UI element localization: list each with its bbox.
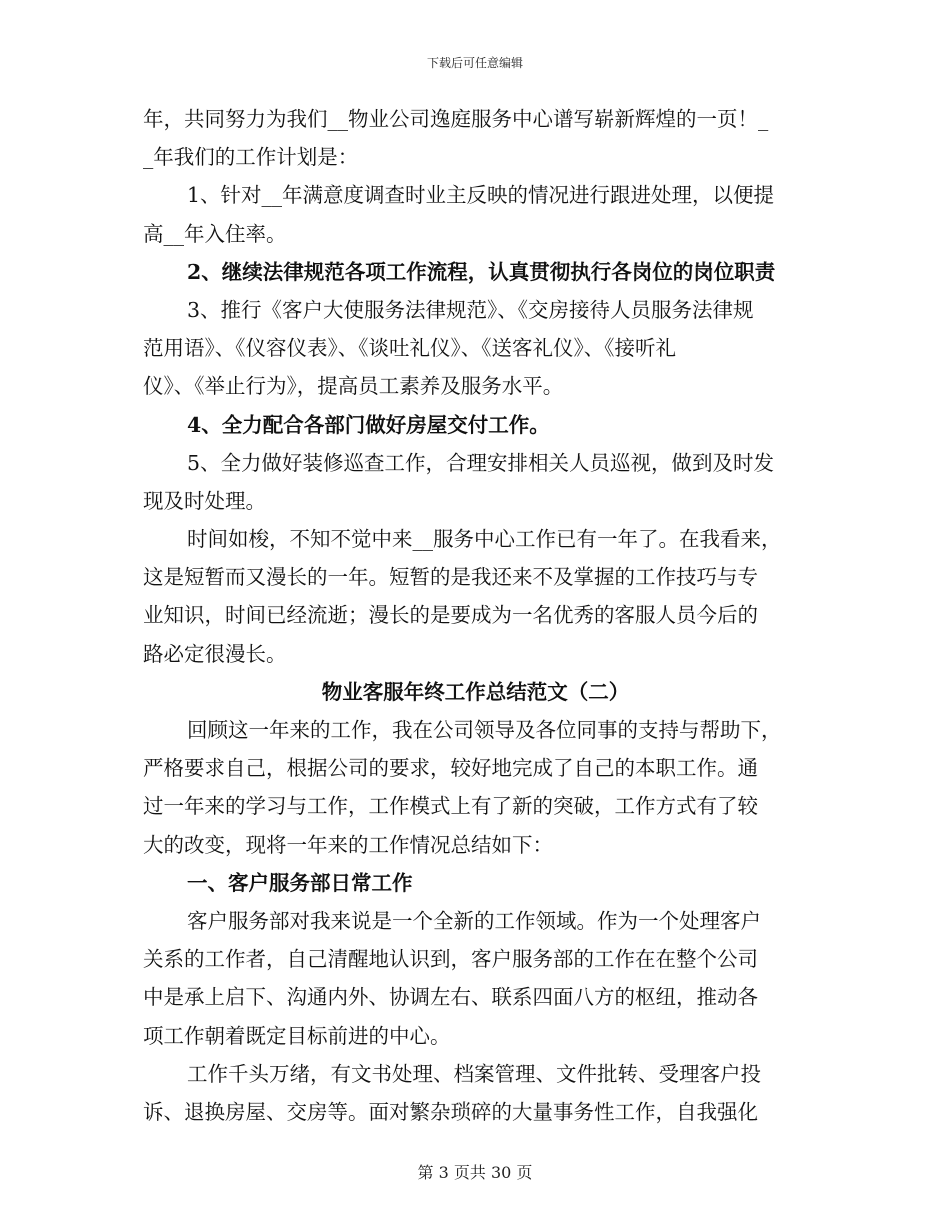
page-header: 下载后可任意编辑 <box>426 56 523 70</box>
text-line: 中是承上启下、沟通内外、协调左右、联系四面八方的枢纽，推动各 <box>143 985 758 1010</box>
text-line: _年我们的工作计划是： <box>143 145 359 170</box>
text-line: 严格要求自己，根据公司的要求，较好地完成了自己的本职工作。通 <box>143 756 758 781</box>
paragraph-line: 回顾这一年来的工作，我在公司领导及各位同事的支持与帮助下， <box>187 718 782 742</box>
text-line: 关系的工作者，自己清醒地认识到，客户服务部的工作在在整个公司 <box>143 947 758 972</box>
text-line: 过一年来的学习与工作，工作模式上有了新的突破，工作方式有了较 <box>143 794 758 819</box>
text-line: 这是短暂而又漫长的一年。短暂的是我还来不及掌握的工作技巧与专 <box>143 565 758 590</box>
text-line: 业知识，时间已经流逝；漫长的是要成为一名优秀的客服人员今后的 <box>143 603 758 628</box>
page-footer: 第 3 页共 30 页 <box>417 1163 533 1182</box>
text-line: 高__年入住率。 <box>143 221 287 246</box>
text-line: 现及时处理。 <box>143 488 266 513</box>
section-title: 物业客服年终工作总结范文（二） <box>321 679 630 704</box>
paragraph-line: 工作千头万绪，有文书处理、档案管理、文件批转、受理客户投 <box>187 1061 761 1086</box>
subsection-heading: 一、客户服务部日常工作 <box>187 870 413 895</box>
list-item: 1、针对__年满意度调查时业主反映的情况进行跟进处理，以便提 <box>187 183 775 208</box>
list-item: 3、推行《客户大使服务法律规范》、《交房接待人员服务法律规 <box>187 297 754 322</box>
text-line: 路必定很漫长。 <box>143 641 287 666</box>
paragraph-line: 客户服务部对我来说是一个全新的工作领域。作为一个处理客户 <box>187 908 761 933</box>
list-item: 5、全力做好装修巡查工作，合理安排相关人员巡视，做到及时发 <box>187 450 775 475</box>
paragraph-line: 时间如梭，不知不觉中来__服务中心工作已有一年了。在我看来， <box>187 527 782 552</box>
text-line: 大的改变，现将一年来的工作情况总结如下： <box>143 832 553 857</box>
list-item: 2、继续法律规范各项工作流程，认真贯彻执行各岗位的岗位职责 <box>187 259 776 284</box>
text-line: 年，共同努力为我们__物业公司逸庭服务中心谱写崭新辉煌的一页！_ <box>143 107 769 131</box>
list-item: 4、全力配合各部门做好房屋交付工作。 <box>187 412 550 437</box>
text-line: 诉、退换房屋、交房等。面对繁杂琐碎的大量事务性工作，自我强化 <box>143 1099 758 1124</box>
text-line: 项工作朝着既定目标前进的中心。 <box>143 1023 451 1048</box>
text-line: 范用语》、《仪容仪表》、《谈吐礼仪》、《送客礼仪》、《接听礼 <box>143 336 676 361</box>
document-body <box>143 100 808 1131</box>
text-line: 仪》、《举止行为》，提高员工素养及服务水平。 <box>143 374 564 399</box>
